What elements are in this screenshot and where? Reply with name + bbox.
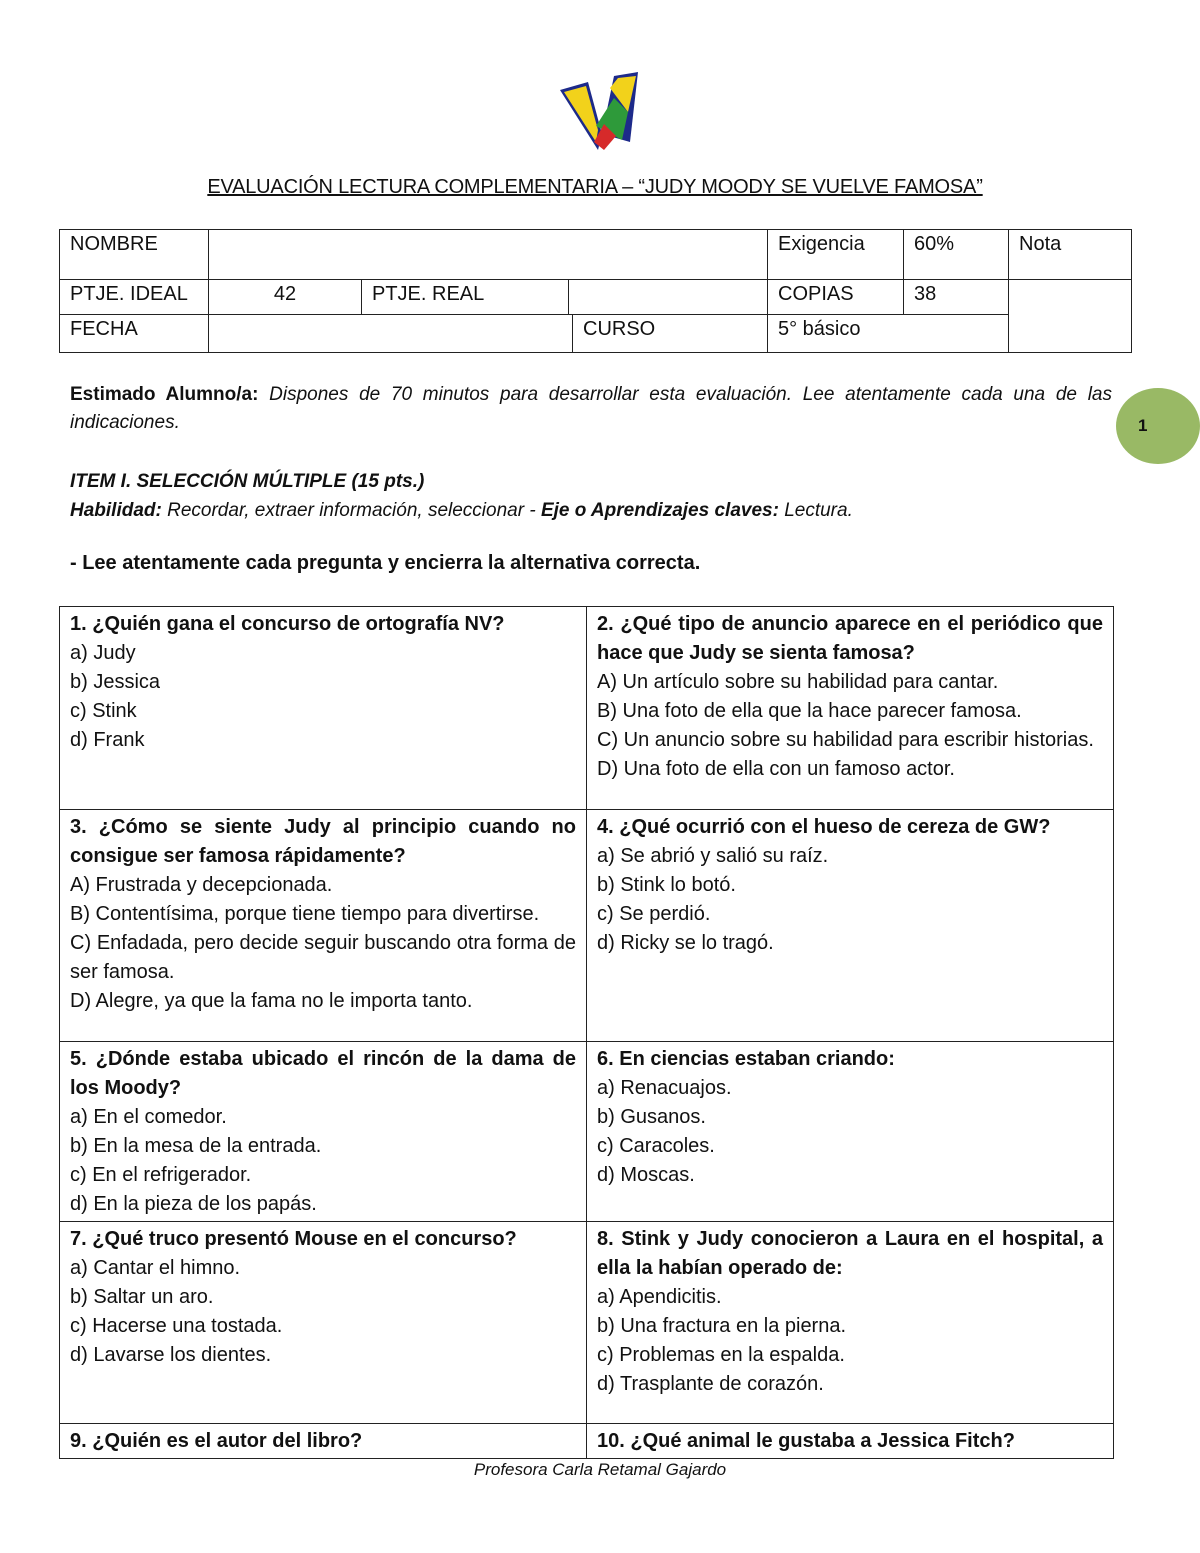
question-cell: 9. ¿Quién es el autor del libro? <box>60 1424 587 1459</box>
habilidad-text: Recordar, extraer información, seleccionar - <box>161 500 541 521</box>
page-title: EVALUACIÓN LECTURA COMPLEMENTARIA – “JUDY MOODY SE VUELVE FAMOSA” <box>207 176 983 198</box>
ptje-ideal-label: PTJE. IDEAL <box>60 280 209 315</box>
option[interactable]: c) En el refrigerador. <box>70 1164 252 1186</box>
question-cell: 2. ¿Qué tipo de anuncio aparece en el periódico que hace que Judy se sienta famosa? A) Un artículo sobre su habilidad para cantar. B) Una foto de ella que la hace parecer famosa. C) Un anuncio sobre su habilidad para escribir historias. D) Una foto de ella con un famoso actor. <box>587 607 1114 810</box>
option[interactable]: b) Stink lo botó. <box>597 874 736 896</box>
question-cell: 1. ¿Quién gana el concurso de ortografía NV? a) Judy b) Jessica c) Stink d) Frank <box>60 607 587 810</box>
question-cell: 10. ¿Qué animal le gustaba a Jessica Fitch? <box>587 1424 1114 1459</box>
option[interactable]: d) Frank <box>70 729 145 751</box>
question-cell: 6. En ciencias estaban criando: a) Renacuajos. b) Gusanos. c) Caracoles. d) Moscas. <box>587 1042 1114 1222</box>
copias-value: 38 <box>904 280 1009 315</box>
option[interactable]: D) Alegre, ya que la fama no le importa tanto. <box>70 990 473 1012</box>
option[interactable]: c) Caracoles. <box>597 1135 715 1157</box>
question-cell: 5. ¿Dónde estaba ubicado el rincón de la dama de los Moody? a) En el comedor. b) En la mesa de la entrada. c) En el refrigerador. d) En la pieza de los papás. <box>60 1042 587 1222</box>
nombre-label: NOMBRE <box>60 230 209 280</box>
footer-teacher: Profesora Carla Retamal Gajardo <box>473 1460 727 1479</box>
nombre-field[interactable] <box>209 230 768 280</box>
school-logo-icon <box>558 72 642 152</box>
option[interactable]: a) Se abrió y salió su raíz. <box>597 845 829 867</box>
instructions-paragraph <box>70 381 1112 437</box>
exigencia-label: Exigencia <box>768 230 904 280</box>
habilidad-label: Habilidad: <box>70 500 162 521</box>
copias-label: COPIAS <box>768 280 904 315</box>
option[interactable]: c) Stink <box>70 700 137 722</box>
option[interactable]: d) Trasplante de corazón. <box>597 1373 824 1395</box>
question-cell: 4. ¿Qué ocurrió con el hueso de cereza de GW? a) Se abrió y salió su raíz. b) Stink lo botó. c) Se perdió. d) Ricky se lo tragó. <box>587 810 1114 1042</box>
page-number: 1 <box>1138 416 1148 435</box>
eje-text: Lectura. <box>778 500 853 521</box>
option[interactable]: c) Se perdió. <box>597 903 711 925</box>
intro-text: Dispones de 70 minutos para desarrollar esta evaluación. Lee atentamente cada una de las indicaciones. <box>70 384 1112 433</box>
exigencia-value: 60% <box>904 230 1009 280</box>
curso-value: 5° básico <box>768 315 1009 353</box>
option[interactable]: c) Hacerse una tostada. <box>70 1315 283 1337</box>
question-instruction: - Lee atentamente cada pregunta y encierra la alternativa correcta. <box>70 552 701 574</box>
option[interactable]: D) Una foto de ella con un famoso actor. <box>597 758 955 780</box>
option[interactable]: a) Renacuajos. <box>597 1077 732 1099</box>
option[interactable]: b) Gusanos. <box>597 1106 706 1128</box>
option[interactable]: C) Un anuncio sobre su habilidad para escribir historias. <box>597 729 1094 751</box>
option[interactable]: b) En la mesa de la entrada. <box>70 1135 322 1157</box>
option[interactable]: d) Moscas. <box>597 1164 695 1186</box>
option[interactable]: A) Un artículo sobre su habilidad para cantar. <box>597 671 999 693</box>
questions-table <box>59 606 1114 1459</box>
option[interactable]: a) Apendicitis. <box>597 1286 722 1308</box>
eje-label: Eje o Aprendizajes claves: <box>540 500 779 521</box>
option[interactable]: b) Saltar un aro. <box>70 1286 214 1308</box>
nota-label: Nota <box>1009 230 1132 280</box>
option[interactable]: a) Cantar el himno. <box>70 1257 241 1279</box>
option[interactable]: a) Judy <box>70 642 136 664</box>
option[interactable]: A) Frustrada y decepcionada. <box>70 874 333 896</box>
page-number-badge <box>1116 388 1200 464</box>
fecha-label: FECHA <box>60 315 209 353</box>
fecha-field[interactable] <box>209 315 573 353</box>
option[interactable]: b) Una fractura en la pierna. <box>597 1315 847 1337</box>
ptje-ideal-value: 42 <box>209 280 362 315</box>
option[interactable]: C) Enfadada, pero decide seguir buscando otra forma de ser famosa. <box>70 932 576 983</box>
option[interactable]: d) Lavarse los dientes. <box>70 1344 272 1366</box>
ptje-real-label: PTJE. REAL <box>362 280 569 314</box>
option[interactable]: a) En el comedor. <box>70 1106 227 1128</box>
curso-label: CURSO <box>573 315 768 353</box>
intro-lead: Estimado Alumno/a: <box>70 384 259 405</box>
question-cell: 3. ¿Cómo se siente Judy al principio cuando no consigue ser famosa rápidamente? A) Frustrada y decepcionada. B) Contentísima, porque tiene tiempo para divertirse. C) Enfadada, pero decide seguir buscando otra forma de ser famosa. D) Alegre, ya que la fama no le importa tanto. <box>60 810 587 1042</box>
option[interactable]: d) Ricky se lo tragó. <box>597 932 774 954</box>
item-header <box>70 467 1112 525</box>
option[interactable]: B) Contentísima, porque tiene tiempo para divertirse. <box>70 903 540 925</box>
option[interactable]: b) Jessica <box>70 671 161 693</box>
question-cell: 7. ¿Qué truco presentó Mouse en el concurso? a) Cantar el himno. b) Saltar un aro. c) Hacerse una tostada. d) Lavarse los dientes. <box>60 1222 587 1424</box>
option[interactable]: d) En la pieza de los papás. <box>70 1193 317 1215</box>
student-info-table <box>59 229 1132 353</box>
ptje-real-field[interactable] <box>569 280 767 314</box>
option[interactable]: c) Problemas en la espalda. <box>597 1344 845 1366</box>
question-cell: 8. Stink y Judy conocieron a Laura en el hospital, a ella la habían operado de: a) Apendicitis. b) Una fractura en la pierna. c) Problemas en la espalda. d) Trasplante de corazón. <box>587 1222 1114 1424</box>
item-heading: ITEM I. SELECCIÓN MÚLTIPLE (15 pts.) <box>70 471 425 492</box>
option[interactable]: B) Una foto de ella que la hace parecer famosa. <box>597 700 1022 722</box>
nota-field[interactable] <box>1009 280 1132 353</box>
